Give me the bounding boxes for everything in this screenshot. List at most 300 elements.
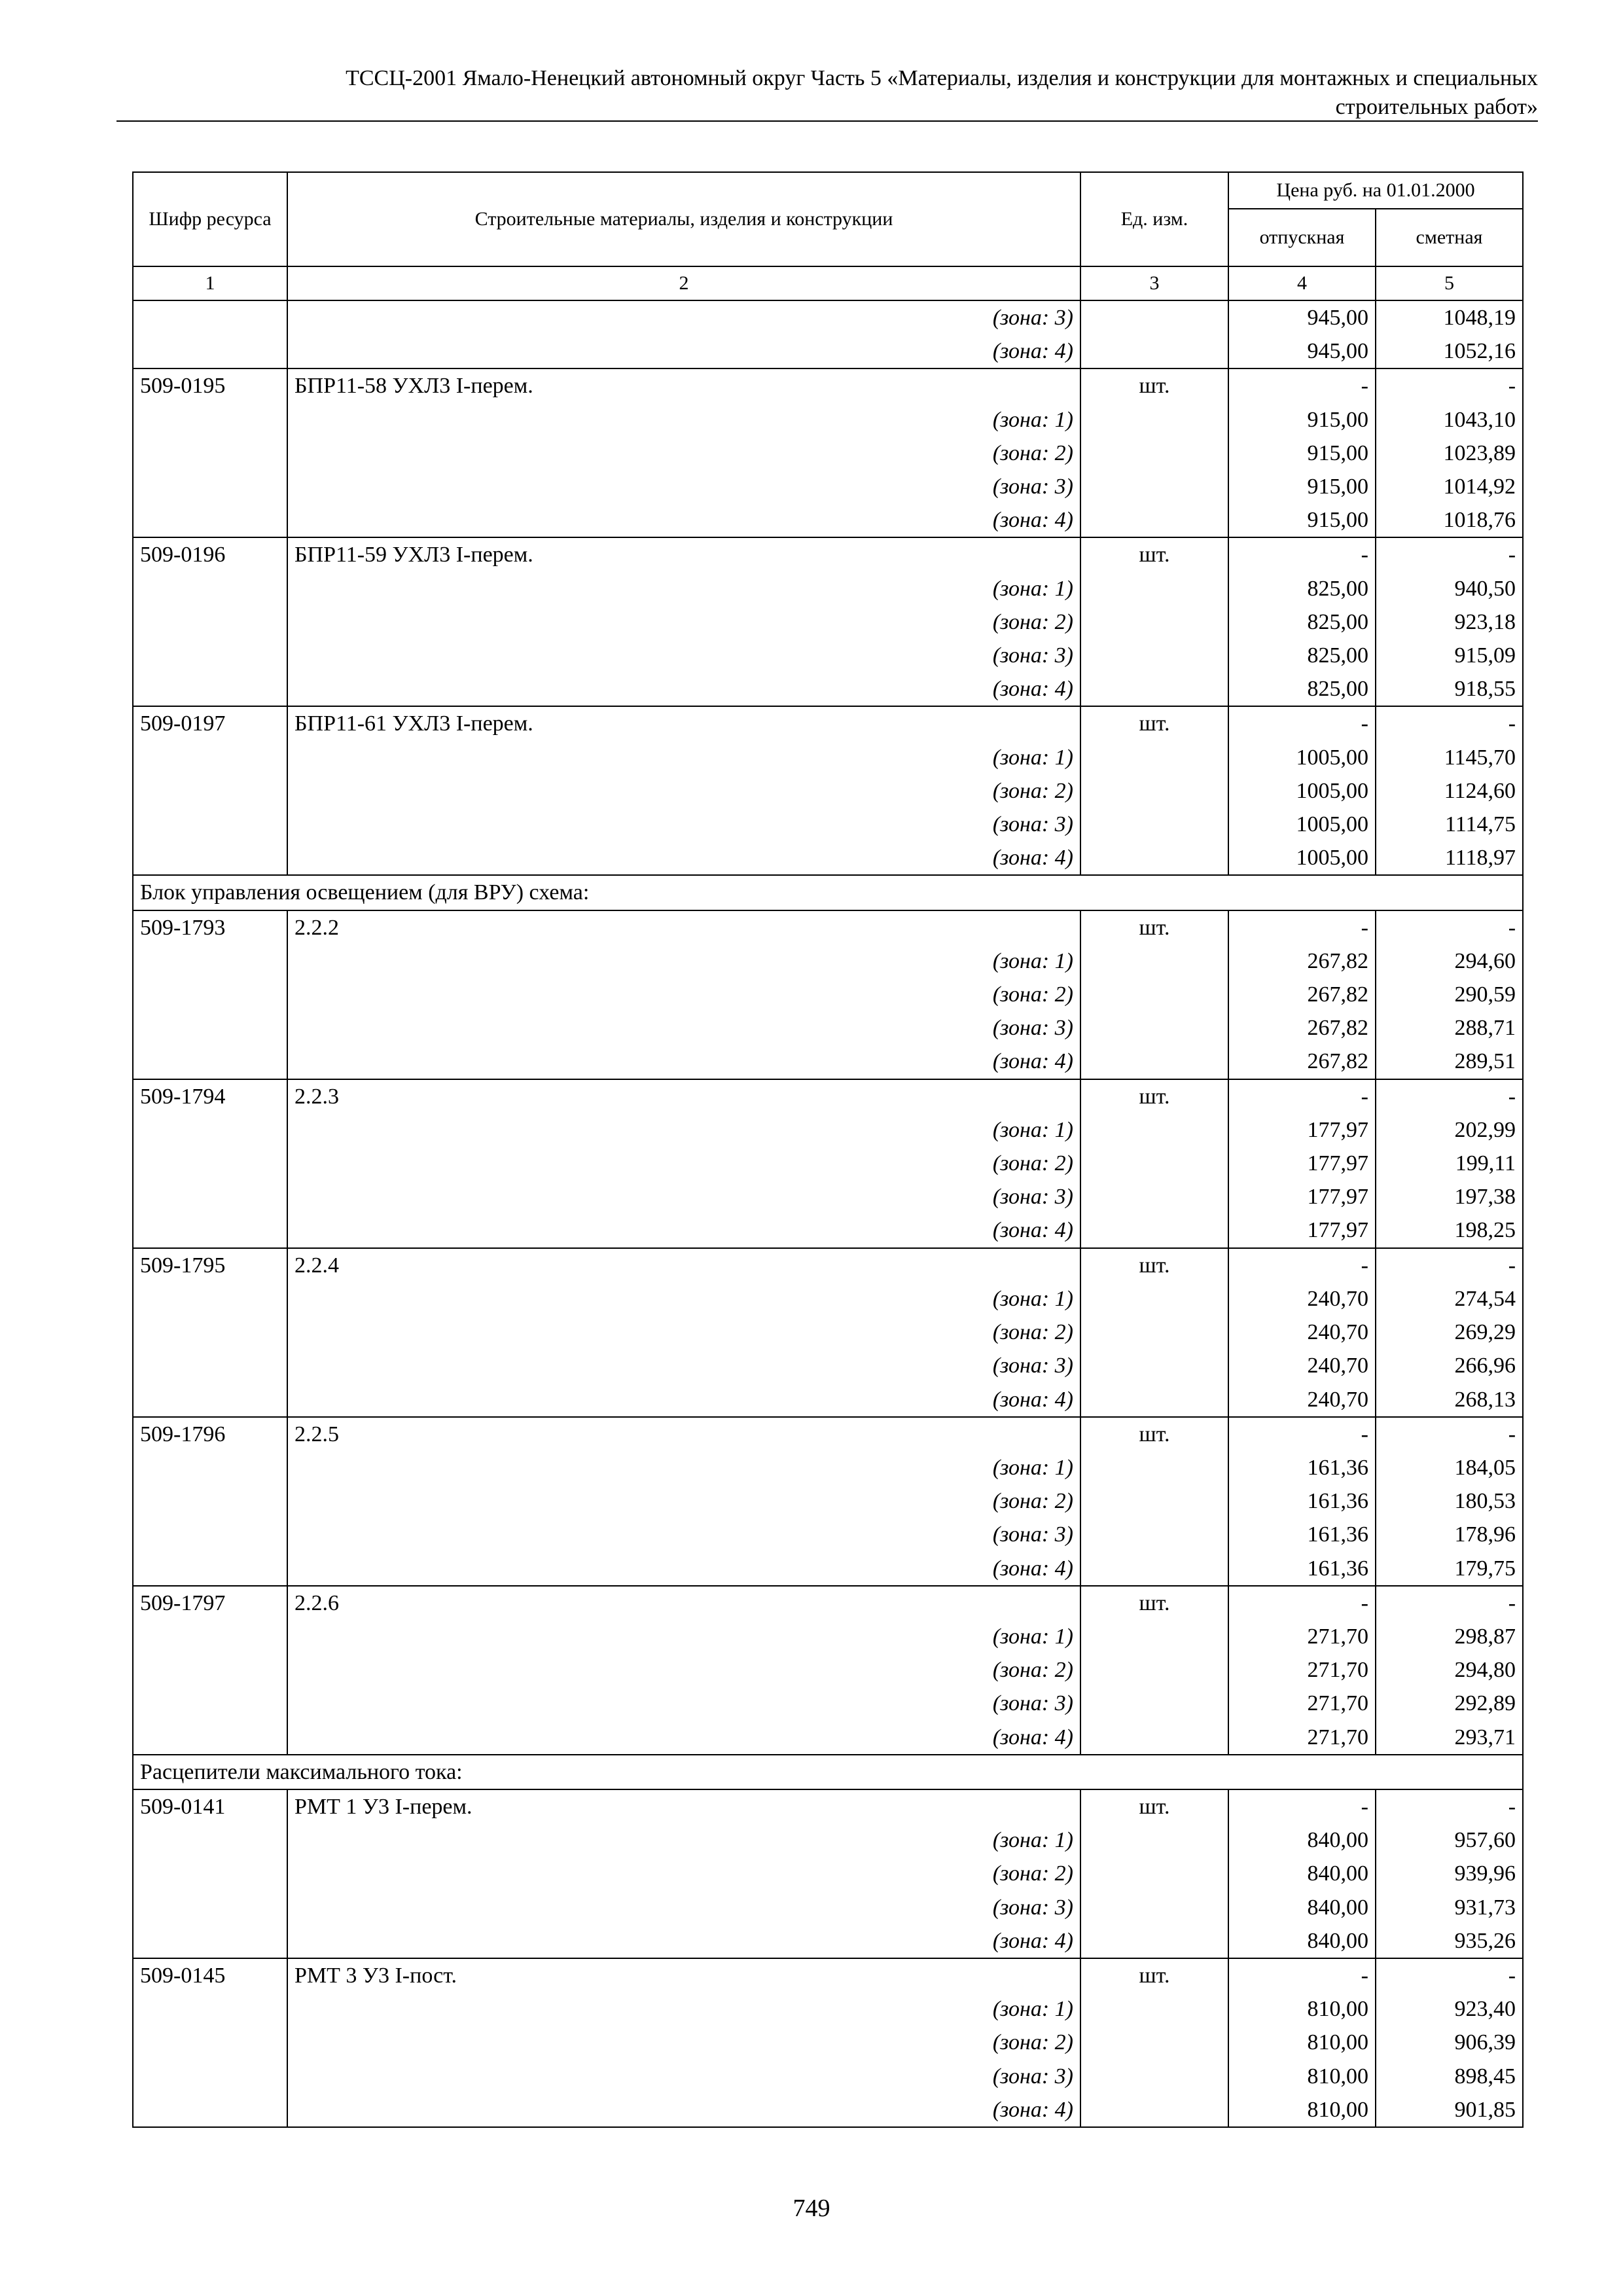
resource-code: 509-1797: [133, 1586, 287, 1620]
release-price: 161,36: [1228, 1552, 1376, 1586]
release-price: 267,82: [1228, 1045, 1376, 1079]
estimate-price: 294,60: [1376, 944, 1523, 978]
zone-row: [133, 1113, 1523, 1147]
header-line-2: строительных работ»: [1335, 95, 1538, 119]
resource-code: 509-1793: [133, 910, 287, 944]
release-price: 825,00: [1228, 639, 1376, 672]
estimate-price: 1048,19: [1376, 300, 1523, 334]
resource-code-empty: [133, 1451, 287, 1484]
resource-code-empty: [133, 944, 287, 978]
release-price: 825,00: [1228, 572, 1376, 605]
estimate-price: -: [1376, 1586, 1523, 1620]
release-price: 840,00: [1228, 1891, 1376, 1924]
zone-label: (зона: 4): [287, 503, 1080, 537]
unit-empty: [1080, 978, 1228, 1011]
zone-label: (зона: 1): [287, 403, 1080, 437]
zone-row: [133, 1620, 1523, 1653]
unit-empty: [1080, 741, 1228, 774]
estimate-price: 197,38: [1376, 1180, 1523, 1213]
resource-code-empty: [133, 1552, 287, 1586]
release-price: 1005,00: [1228, 741, 1376, 774]
col-number-5: 5: [1376, 266, 1523, 300]
release-price: 1005,00: [1228, 774, 1376, 808]
col-header-price: Цена руб. на 01.01.2000: [1228, 172, 1523, 209]
unit-of-measure: шт.: [1080, 1248, 1228, 1282]
col-number-1: 1: [133, 266, 287, 300]
unit-empty: [1080, 2026, 1228, 2059]
zone-row: [133, 1552, 1523, 1586]
unit-empty: [1080, 841, 1228, 875]
estimate-price: 1052,16: [1376, 334, 1523, 368]
unit-of-measure: шт.: [1080, 1079, 1228, 1113]
zone-label: (зона: 2): [287, 1147, 1080, 1180]
zone-label: (зона: 3): [287, 1518, 1080, 1551]
zone-label: (зона: 3): [287, 1687, 1080, 1720]
release-price: 161,36: [1228, 1484, 1376, 1518]
release-price: 177,97: [1228, 1147, 1376, 1180]
zone-label: (зона: 3): [287, 1011, 1080, 1045]
zone-row: [133, 334, 1523, 368]
unit-empty: [1080, 605, 1228, 639]
estimate-price: 202,99: [1376, 1113, 1523, 1147]
zone-label: (зона: 4): [287, 672, 1080, 706]
estimate-price: -: [1376, 1958, 1523, 1992]
release-price: 1005,00: [1228, 808, 1376, 841]
resource-code-empty: [133, 1857, 287, 1890]
zone-label: (зона: 4): [287, 1045, 1080, 1079]
unit-empty: [1080, 1011, 1228, 1045]
item-row: [133, 1586, 1523, 1620]
item-name: 2.2.2: [287, 910, 1080, 944]
release-price: 810,00: [1228, 2093, 1376, 2127]
resource-code-empty: [133, 1992, 287, 2026]
zone-row: [133, 1653, 1523, 1687]
zone-label: (зона: 4): [287, 1924, 1080, 1958]
resource-code: 509-0195: [133, 368, 287, 403]
zone-row: [133, 1924, 1523, 1958]
estimate-price: 289,51: [1376, 1045, 1523, 1079]
zone-row: [133, 1180, 1523, 1213]
release-price: 271,70: [1228, 1653, 1376, 1687]
zone-row: [133, 503, 1523, 537]
zone-label: (зона: 1): [287, 1282, 1080, 1316]
release-price: -: [1228, 1789, 1376, 1823]
estimate-price: 298,87: [1376, 1620, 1523, 1653]
col-header-code: Шифр ресурса: [133, 172, 287, 266]
page-number: 749: [793, 2195, 830, 2222]
release-price: 267,82: [1228, 978, 1376, 1011]
zone-row: [133, 1687, 1523, 1720]
estimate-price: 179,75: [1376, 1552, 1523, 1586]
estimate-price: -: [1376, 368, 1523, 403]
estimate-price: -: [1376, 910, 1523, 944]
unit-of-measure: шт.: [1080, 910, 1228, 944]
item-row: [133, 706, 1523, 740]
unit-of-measure: шт.: [1080, 1958, 1228, 1992]
release-price: -: [1228, 1417, 1376, 1451]
zone-row: [133, 1282, 1523, 1316]
item-row: [133, 1079, 1523, 1113]
resource-code-empty: [133, 1924, 287, 1958]
zone-row: [133, 741, 1523, 774]
item-name: 2.2.3: [287, 1079, 1080, 1113]
resource-code-empty: [133, 1484, 287, 1518]
zone-row: [133, 841, 1523, 875]
item-row: [133, 910, 1523, 944]
unit-empty: [1080, 1992, 1228, 2026]
unit-empty: [1080, 300, 1228, 334]
col-header-estimate: сметная: [1376, 209, 1523, 266]
unit-empty: [1080, 503, 1228, 537]
resource-code-empty: [133, 1011, 287, 1045]
item-name: БПР11-61 УХЛ3 I-перем.: [287, 706, 1080, 740]
zone-row: [133, 1518, 1523, 1551]
estimate-price: -: [1376, 1079, 1523, 1113]
estimate-price: 923,40: [1376, 1992, 1523, 2026]
unit-empty: [1080, 1721, 1228, 1755]
resource-code-empty: [133, 572, 287, 605]
estimate-price: -: [1376, 706, 1523, 740]
estimate-price: 923,18: [1376, 605, 1523, 639]
unit-of-measure: шт.: [1080, 706, 1228, 740]
estimate-price: 290,59: [1376, 978, 1523, 1011]
unit-empty: [1080, 639, 1228, 672]
release-price: 915,00: [1228, 437, 1376, 470]
zone-row: [133, 1891, 1523, 1924]
resource-code-empty: [133, 1113, 287, 1147]
unit-empty: [1080, 1316, 1228, 1349]
unit-empty: [1080, 2093, 1228, 2127]
zone-label: (зона: 4): [287, 1383, 1080, 1417]
zone-row: [133, 1383, 1523, 1417]
resource-code-empty: [133, 672, 287, 706]
col-number-4: 4: [1228, 266, 1376, 300]
unit-empty: [1080, 1552, 1228, 1586]
zone-label: (зона: 3): [287, 2060, 1080, 2093]
item-name: БПР11-59 УХЛ3 I-перем.: [287, 537, 1080, 571]
resource-code-empty: [133, 1147, 287, 1180]
estimate-price: 1023,89: [1376, 437, 1523, 470]
unit-empty: [1080, 1180, 1228, 1213]
estimate-price: 294,80: [1376, 1653, 1523, 1687]
estimate-price: 199,11: [1376, 1147, 1523, 1180]
estimate-price: 906,39: [1376, 2026, 1523, 2059]
zone-row: [133, 605, 1523, 639]
item-name: 2.2.6: [287, 1586, 1080, 1620]
release-price: -: [1228, 910, 1376, 944]
price-table: [132, 171, 1524, 2128]
col-number-3: 3: [1080, 266, 1228, 300]
zone-label: (зона: 4): [287, 2093, 1080, 2127]
estimate-price: 1118,97: [1376, 841, 1523, 875]
release-price: 915,00: [1228, 403, 1376, 437]
unit-empty: [1080, 774, 1228, 808]
release-price: -: [1228, 706, 1376, 740]
zone-label: (зона: 1): [287, 1620, 1080, 1653]
estimate-price: 1018,76: [1376, 503, 1523, 537]
estimate-price: 198,25: [1376, 1213, 1523, 1247]
zone-row: [133, 978, 1523, 1011]
item-row: [133, 1417, 1523, 1451]
zone-label: (зона: 1): [287, 1992, 1080, 2026]
resource-code: 509-1795: [133, 1248, 287, 1282]
resource-code-empty: [133, 334, 287, 368]
estimate-price: 931,73: [1376, 1891, 1523, 1924]
zone-row: [133, 774, 1523, 808]
zone-row: [133, 572, 1523, 605]
unit-empty: [1080, 403, 1228, 437]
zone-label: (зона: 1): [287, 944, 1080, 978]
zone-label: (зона: 4): [287, 1721, 1080, 1755]
zone-label: (зона: 3): [287, 1891, 1080, 1924]
unit-empty: [1080, 1620, 1228, 1653]
zone-label: (зона: 2): [287, 605, 1080, 639]
estimate-price: 935,26: [1376, 1924, 1523, 1958]
unit-empty: [1080, 334, 1228, 368]
item-row: [133, 1958, 1523, 1992]
zone-label: (зона: 2): [287, 978, 1080, 1011]
zone-label: (зона: 2): [287, 1316, 1080, 1349]
resource-code: 509-0197: [133, 706, 287, 740]
zone-label: (зона: 2): [287, 2026, 1080, 2059]
unit-empty: [1080, 1045, 1228, 1079]
release-price: 271,70: [1228, 1721, 1376, 1755]
col-header-release: отпускная: [1228, 209, 1376, 266]
release-price: -: [1228, 1079, 1376, 1113]
estimate-price: 269,29: [1376, 1316, 1523, 1349]
zone-row: [133, 1992, 1523, 2026]
unit-empty: [1080, 1924, 1228, 1958]
zone-label: (зона: 4): [287, 841, 1080, 875]
item-name: РМТ 3 У3 I-пост.: [287, 1958, 1080, 1992]
estimate-price: 1124,60: [1376, 774, 1523, 808]
resource-code-empty: [133, 1213, 287, 1247]
resource-code: 509-1796: [133, 1417, 287, 1451]
category-row: [133, 875, 1523, 910]
estimate-price: 1014,92: [1376, 470, 1523, 503]
estimate-price: 178,96: [1376, 1518, 1523, 1551]
estimate-price: 274,54: [1376, 1282, 1523, 1316]
resource-code-empty: [133, 1349, 287, 1382]
zone-row: [133, 470, 1523, 503]
estimate-price: 939,96: [1376, 1857, 1523, 1890]
unit-empty: [1080, 1383, 1228, 1417]
unit-empty: [1080, 437, 1228, 470]
item-row: [133, 368, 1523, 403]
zone-row: [133, 1213, 1523, 1247]
resource-code-empty: [133, 403, 287, 437]
resource-code-empty: [133, 2026, 287, 2059]
zone-row: [133, 672, 1523, 706]
release-price: 825,00: [1228, 605, 1376, 639]
release-price: 240,70: [1228, 1383, 1376, 1417]
zone-label: (зона: 1): [287, 572, 1080, 605]
header-line-1: ТССЦ-2001 Ямало-Ненецкий автономный округ Часть 5 «Материалы, изделия и конструкции для монтажных и специальных: [346, 66, 1538, 90]
resource-code-empty: [133, 639, 287, 672]
release-price: 271,70: [1228, 1687, 1376, 1720]
release-price: -: [1228, 1248, 1376, 1282]
resource-code-empty: [133, 503, 287, 537]
release-price: 810,00: [1228, 2026, 1376, 2059]
unit-empty: [1080, 572, 1228, 605]
resource-code-empty: [133, 2060, 287, 2093]
zone-label: (зона: 4): [287, 334, 1080, 368]
estimate-price: 288,71: [1376, 1011, 1523, 1045]
unit-empty: [1080, 1213, 1228, 1247]
unit-of-measure: шт.: [1080, 1417, 1228, 1451]
category-title: Расцепители максимального тока:: [133, 1755, 1523, 1789]
unit-empty: [1080, 1891, 1228, 1924]
resource-code-empty: [133, 841, 287, 875]
resource-code: 509-0141: [133, 1789, 287, 1823]
unit-empty: [1080, 2060, 1228, 2093]
zone-label: (зона: 1): [287, 1451, 1080, 1484]
unit-of-measure: шт.: [1080, 368, 1228, 403]
resource-code-empty: [133, 1316, 287, 1349]
resource-code-empty: [133, 741, 287, 774]
release-price: 810,00: [1228, 2060, 1376, 2093]
resource-code-empty: [133, 1620, 287, 1653]
zone-label: (зона: 2): [287, 1484, 1080, 1518]
zone-label: (зона: 4): [287, 1552, 1080, 1586]
unit-of-measure: шт.: [1080, 1586, 1228, 1620]
zone-label: (зона: 1): [287, 741, 1080, 774]
resource-code-empty: [133, 1045, 287, 1079]
resource-code-empty: [133, 808, 287, 841]
resource-code-empty: [133, 1891, 287, 1924]
resource-code-empty: [133, 470, 287, 503]
estimate-price: 915,09: [1376, 639, 1523, 672]
zone-row: [133, 1451, 1523, 1484]
resource-code-empty: [133, 774, 287, 808]
resource-code: 509-0145: [133, 1958, 287, 1992]
release-price: 825,00: [1228, 672, 1376, 706]
unit-empty: [1080, 1823, 1228, 1857]
estimate-price: 266,96: [1376, 1349, 1523, 1382]
resource-code-empty: [133, 978, 287, 1011]
estimate-price: -: [1376, 1417, 1523, 1451]
resource-code-empty: [133, 1687, 287, 1720]
zone-row: [133, 1147, 1523, 1180]
unit-empty: [1080, 1484, 1228, 1518]
estimate-price: -: [1376, 1789, 1523, 1823]
item-row: [133, 537, 1523, 571]
zone-row: [133, 1045, 1523, 1079]
item-name: 2.2.5: [287, 1417, 1080, 1451]
estimate-price: -: [1376, 1248, 1523, 1282]
resource-code-empty: [133, 605, 287, 639]
zone-row: [133, 1316, 1523, 1349]
release-price: 177,97: [1228, 1180, 1376, 1213]
release-price: 240,70: [1228, 1316, 1376, 1349]
zone-row: [133, 1823, 1523, 1857]
release-price: 271,70: [1228, 1620, 1376, 1653]
unit-empty: [1080, 1147, 1228, 1180]
zone-row: [133, 1721, 1523, 1755]
zone-row: [133, 808, 1523, 841]
unit-empty: [1080, 1653, 1228, 1687]
zone-label: (зона: 3): [287, 470, 1080, 503]
release-price: 1005,00: [1228, 841, 1376, 875]
col-header-name: Строительные материалы, изделия и конструкции: [287, 172, 1080, 266]
zone-row: [133, 2060, 1523, 2093]
release-price: 915,00: [1228, 470, 1376, 503]
estimate-price: 1043,10: [1376, 403, 1523, 437]
col-header-unit: Ед. изм.: [1080, 172, 1228, 266]
release-price: -: [1228, 368, 1376, 403]
release-price: 161,36: [1228, 1518, 1376, 1551]
resource-code-empty: [133, 1282, 287, 1316]
zone-label: (зона: 2): [287, 774, 1080, 808]
unit-empty: [1080, 808, 1228, 841]
release-price: 840,00: [1228, 1924, 1376, 1958]
zone-row: [133, 403, 1523, 437]
table-body: [133, 300, 1523, 2127]
estimate-price: 957,60: [1376, 1823, 1523, 1857]
zone-label: (зона: 1): [287, 1113, 1080, 1147]
resource-code-empty: [133, 1518, 287, 1551]
zone-row: [133, 944, 1523, 978]
unit-empty: [1080, 1857, 1228, 1890]
header-rule: [116, 120, 1538, 122]
release-price: 945,00: [1228, 300, 1376, 334]
zone-row: [133, 2093, 1523, 2127]
item-row: [133, 1789, 1523, 1823]
release-price: -: [1228, 1958, 1376, 1992]
zone-row: [133, 1011, 1523, 1045]
zone-label: (зона: 2): [287, 1857, 1080, 1890]
estimate-price: 180,53: [1376, 1484, 1523, 1518]
estimate-price: 1145,70: [1376, 741, 1523, 774]
resource-code-empty: [133, 2093, 287, 2127]
zone-label: (зона: 3): [287, 808, 1080, 841]
zone-label: (зона: 2): [287, 1653, 1080, 1687]
release-price: 810,00: [1228, 1992, 1376, 2026]
estimate-price: 918,55: [1376, 672, 1523, 706]
estimate-price: 293,71: [1376, 1721, 1523, 1755]
resource-code-empty: [133, 1180, 287, 1213]
release-price: 240,70: [1228, 1349, 1376, 1382]
unit-empty: [1080, 672, 1228, 706]
zone-row: [133, 300, 1523, 334]
estimate-price: 940,50: [1376, 572, 1523, 605]
unit-empty: [1080, 944, 1228, 978]
unit-empty: [1080, 1282, 1228, 1316]
unit-empty: [1080, 1113, 1228, 1147]
category-row: [133, 1755, 1523, 1789]
unit-empty: [1080, 1451, 1228, 1484]
unit-empty: [1080, 1687, 1228, 1720]
resource-code-empty: [133, 1653, 287, 1687]
release-price: -: [1228, 537, 1376, 571]
zone-label: (зона: 3): [287, 1180, 1080, 1213]
resource-code-empty: [133, 437, 287, 470]
release-price: 267,82: [1228, 1011, 1376, 1045]
unit-empty: [1080, 1518, 1228, 1551]
estimate-price: 901,85: [1376, 2093, 1523, 2127]
estimate-price: 1114,75: [1376, 808, 1523, 841]
resource-code-empty: [133, 1823, 287, 1857]
zone-label: (зона: 1): [287, 1823, 1080, 1857]
zone-row: [133, 1349, 1523, 1382]
item-name: БПР11-58 УХЛ3 I-перем.: [287, 368, 1080, 403]
zone-label: (зона: 3): [287, 639, 1080, 672]
zone-label: (зона: 3): [287, 1349, 1080, 1382]
page-header: [116, 64, 1538, 122]
zone-label: (зона: 4): [287, 1213, 1080, 1247]
zone-row: [133, 437, 1523, 470]
resource-code: 509-0196: [133, 537, 287, 571]
